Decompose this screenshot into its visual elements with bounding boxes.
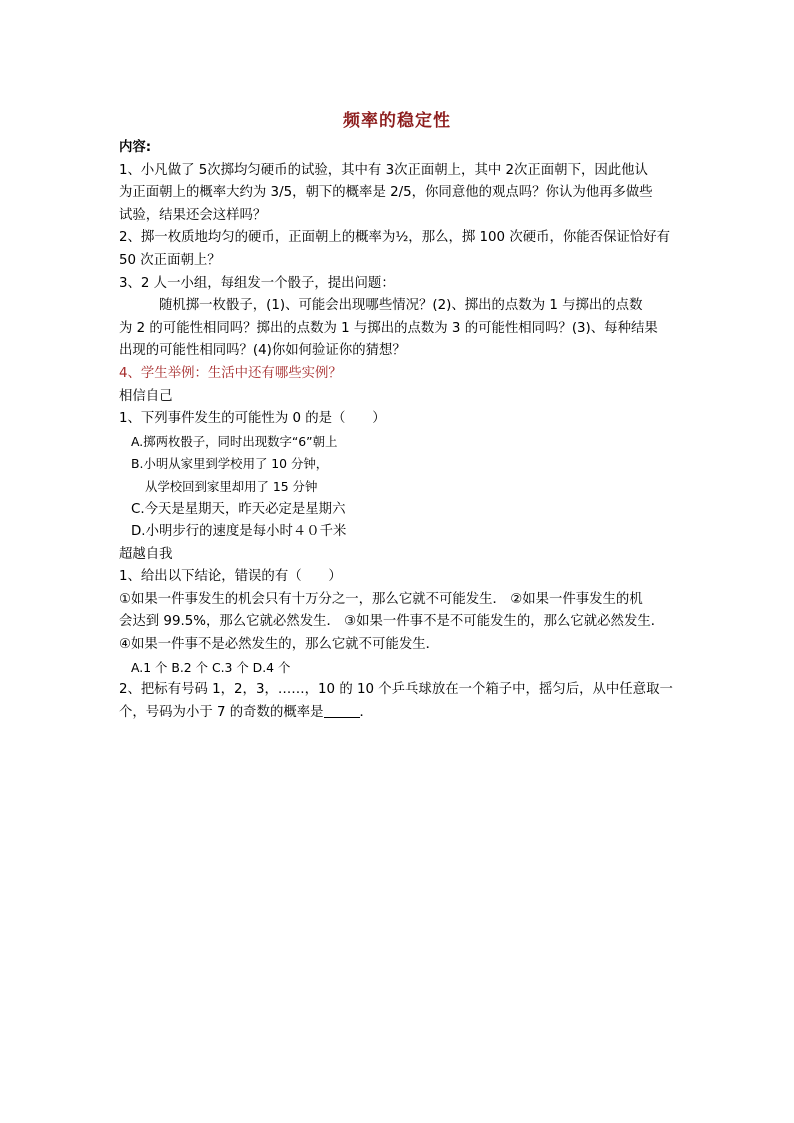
q1-line-2: 为正面朝上的概率大约为 3/5，朝下的概率是 2/5，你同意他的观点吗？你认为他再多做些 bbox=[119, 185, 653, 201]
surpass-q1-options: A.1 个 B.2 个 C.3 个 D.4 个 bbox=[131, 659, 291, 675]
option-b-line-2: 从学校回到家里却用了 15 分钟 bbox=[145, 478, 318, 494]
surpass-q2-text: 个，号码为小于 7 的奇数的概率是 bbox=[119, 704, 324, 720]
surpass-q1-line-2: ①如果一件事发生的机会只有十万分之一，那么它就不可能发生． ②如果一件事发生的机 bbox=[119, 591, 643, 607]
q1-line-1: 1、小凡做了 5次掷均匀硬币的试验，其中有 3次正面朝上，其中 2次正面朝下，因此他认 bbox=[119, 162, 648, 178]
option-d: D.小明步行的速度是每小时４０千米 bbox=[131, 524, 347, 540]
q4-line: 4、学生举例：生活中还有哪些实例？ bbox=[119, 365, 342, 381]
section-heading-surpass: 超越自我 bbox=[119, 546, 173, 562]
content-body bbox=[119, 137, 679, 724]
page-title: 频率的稳定性 bbox=[343, 111, 451, 131]
section-heading-content: 内容: bbox=[119, 140, 152, 155]
q2-line-2: 50 次正面朝上？ bbox=[119, 252, 221, 268]
option-b-line-1: B.小明从家里到学校用了 10 分钟， bbox=[131, 456, 329, 472]
q3-line-2: 随机掷一枚骰子，(1)、可能会出现哪些情况？(2)、掷出的点数为 1 与掷出的点数 bbox=[159, 298, 643, 314]
q3-line-1: 3、2 人一小组，每组发一个骰子，提出问题： bbox=[119, 275, 395, 291]
section-heading-believe: 相信自己 bbox=[119, 388, 173, 404]
q2-line-1: 2、掷一枚质地均匀的硬币，正面朝上的概率为½，那么，掷 100 次硬币，你能否保证恰好有 bbox=[119, 230, 671, 246]
option-c: C.今天是星期天，昨天必定是星期六 bbox=[131, 501, 346, 517]
q1-line-3: 试验，结果还会这样吗？ bbox=[119, 207, 267, 223]
surpass-question-1: 1、给出以下结论，错误的有（ ） bbox=[119, 569, 342, 585]
answer-blank[interactable] bbox=[324, 705, 360, 718]
option-a: A.掷两枚骰子，同时出现数字“6”朝上 bbox=[131, 433, 338, 449]
surpass-q2-end: ． bbox=[359, 704, 373, 720]
surpass-q1-line-3: 会达到 99.5%，那么它就必然发生． ③如果一件事不是不可能发生的，那么它就必然发生． bbox=[119, 614, 665, 630]
q3-line-3: 为 2 的可能性相同吗？掷出的点数为 1 与掷出的点数为 3 的可能性相同吗？(3)、每种结果 bbox=[119, 320, 658, 336]
surpass-q2-line-1: 2、把标有号码 1，2，3，……，10 的 10 个乒乓球放在一个箱子中，摇匀后，从中任意取一 bbox=[119, 682, 673, 698]
q3-line-4: 出现的可能性相同吗？(4)你如何验证你的猜想？ bbox=[119, 343, 406, 359]
surpass-q1-line-4: ④如果一件事不是必然发生的，那么它就不可能发生． bbox=[119, 637, 439, 653]
surpass-q2-line-2 bbox=[119, 702, 679, 725]
believe-question-1: 1、下列事件发生的可能性为 0 的是（ ） bbox=[119, 411, 386, 427]
